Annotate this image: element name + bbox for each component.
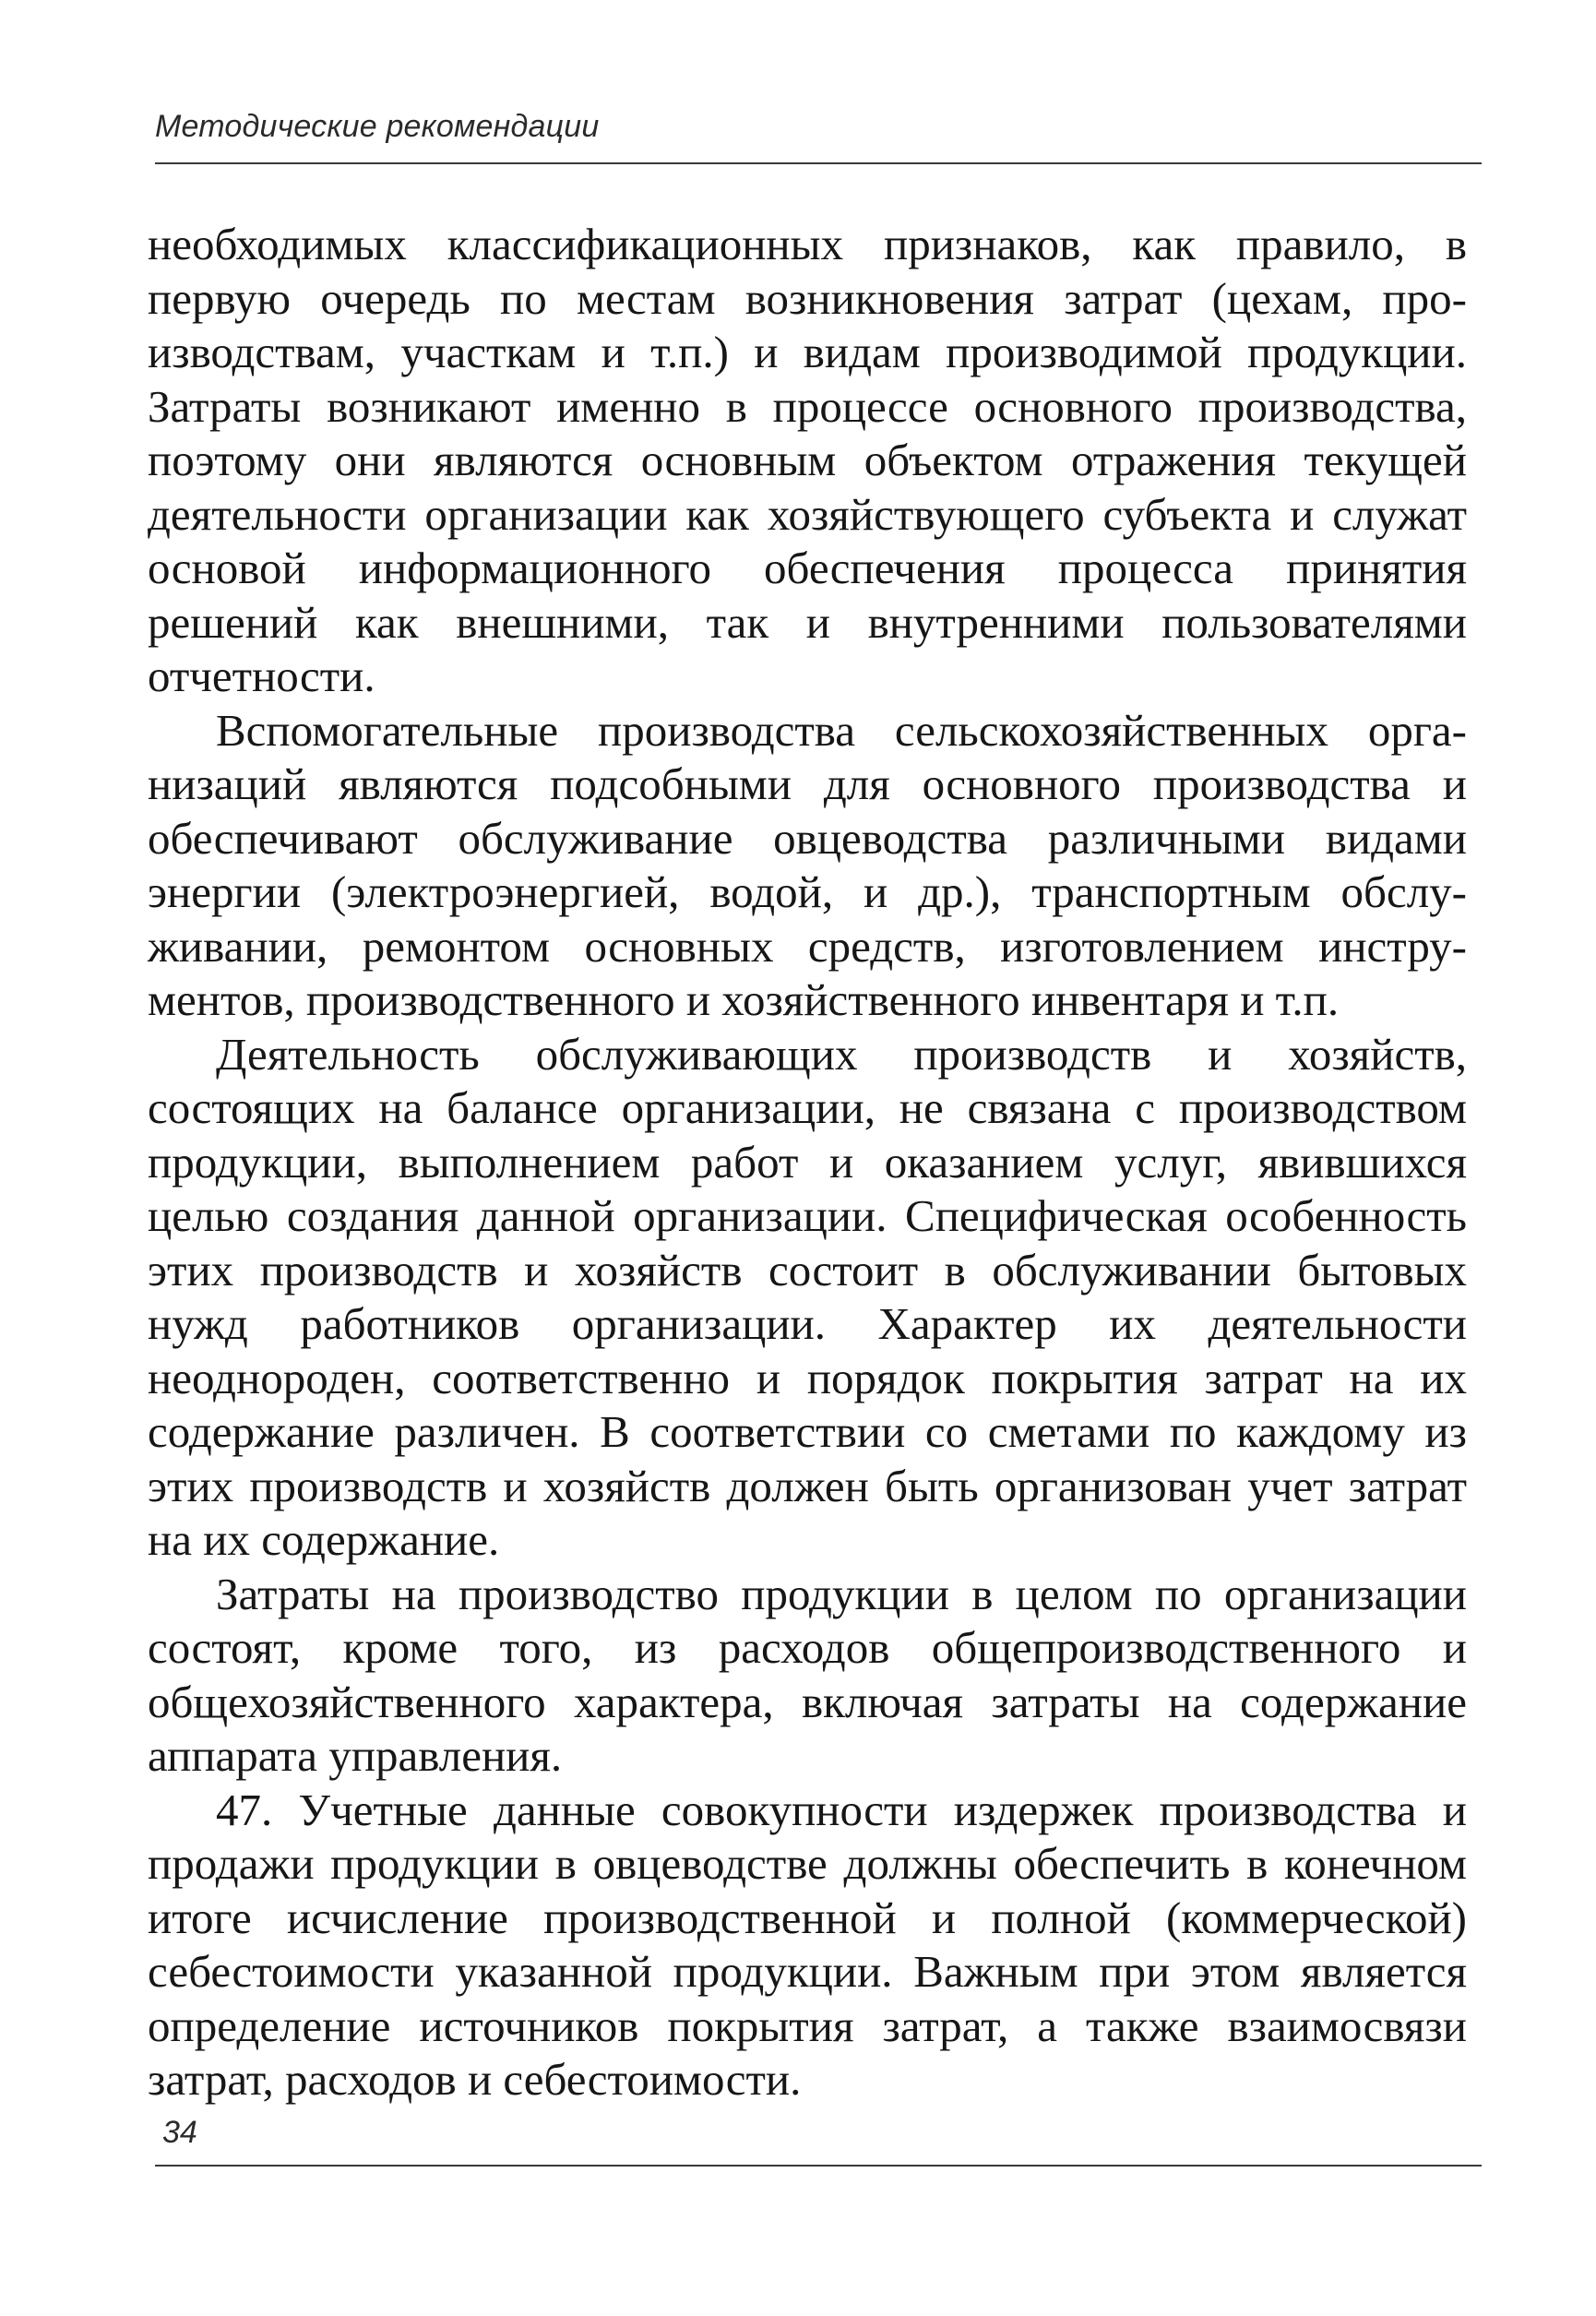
running-header-title: Методические рекомендации: [155, 109, 600, 144]
paragraph-service-production: Деятельность обслуживающих производств и хозяйств, состоящих на балансе организации, не связана с производством продукции, выполнением работ и оказанием услуг, явившихся целью создания данной организации. Специфическая особенность этих производств и хозяйств состоит в обслуживании бытовых нужд работников организации. Характер их деятельности неоднороден, соответственно и порядок покрытия затрат на их содержание различен. В соответствии со сметами по каждому из этих производств и хозяйств должен быть организован учет затрат на их содержание.: [148, 1028, 1467, 1565]
body-text: [148, 218, 1467, 2107]
paragraph-overhead-costs: Затраты на производство продукции в целом по организации состоят, кроме того, из расходов общепроизводственного и общехозяйственного характера, включая затраты на содержание аппарата управления.: [148, 1568, 1467, 1781]
page-number: 34: [162, 2115, 197, 2150]
footer-rule: [155, 2165, 1482, 2167]
paragraph-item-47: 47. Учетные данные совокупности издержек производства и продажи продукции в овцеводстве должны обеспечить в конечном итоге исчисление производственной и полной (коммерческой) себестоимости указанной продукции. Важным при этом является определение источников покрытия затрат, а также взаимосвязи затрат, расходов и себестоимости.: [148, 1784, 1467, 2105]
paragraph-auxiliary-production: Вспомогательные производства сельскохозяйственных организаций являются подсобными для основного производства и обеспечивают обслуживание овцеводства различными видами энергии (электроэнергией, водой, и др.), транспортным обслуживании, ремонтом основных средств, изготовлением инструментов, производственного и хозяйственного инвентаря и т.п.: [148, 704, 1467, 1025]
header-rule: [155, 162, 1482, 164]
paragraph-continuation: необходимых классификационных признаков, как правило, в первую очередь по местам возникновения затрат (цехам, производствам, участкам и т.п.) и видам производимой продукции. Затраты возникают именно в процессе основного производства, поэтому они являются основным объектом отражения текущей деятельности организации как хозяйствующего субъекта и служат основой информационного обеспечения процесса принятия решений как внешними, так и внутренними пользователями отчетности.: [148, 219, 1467, 701]
